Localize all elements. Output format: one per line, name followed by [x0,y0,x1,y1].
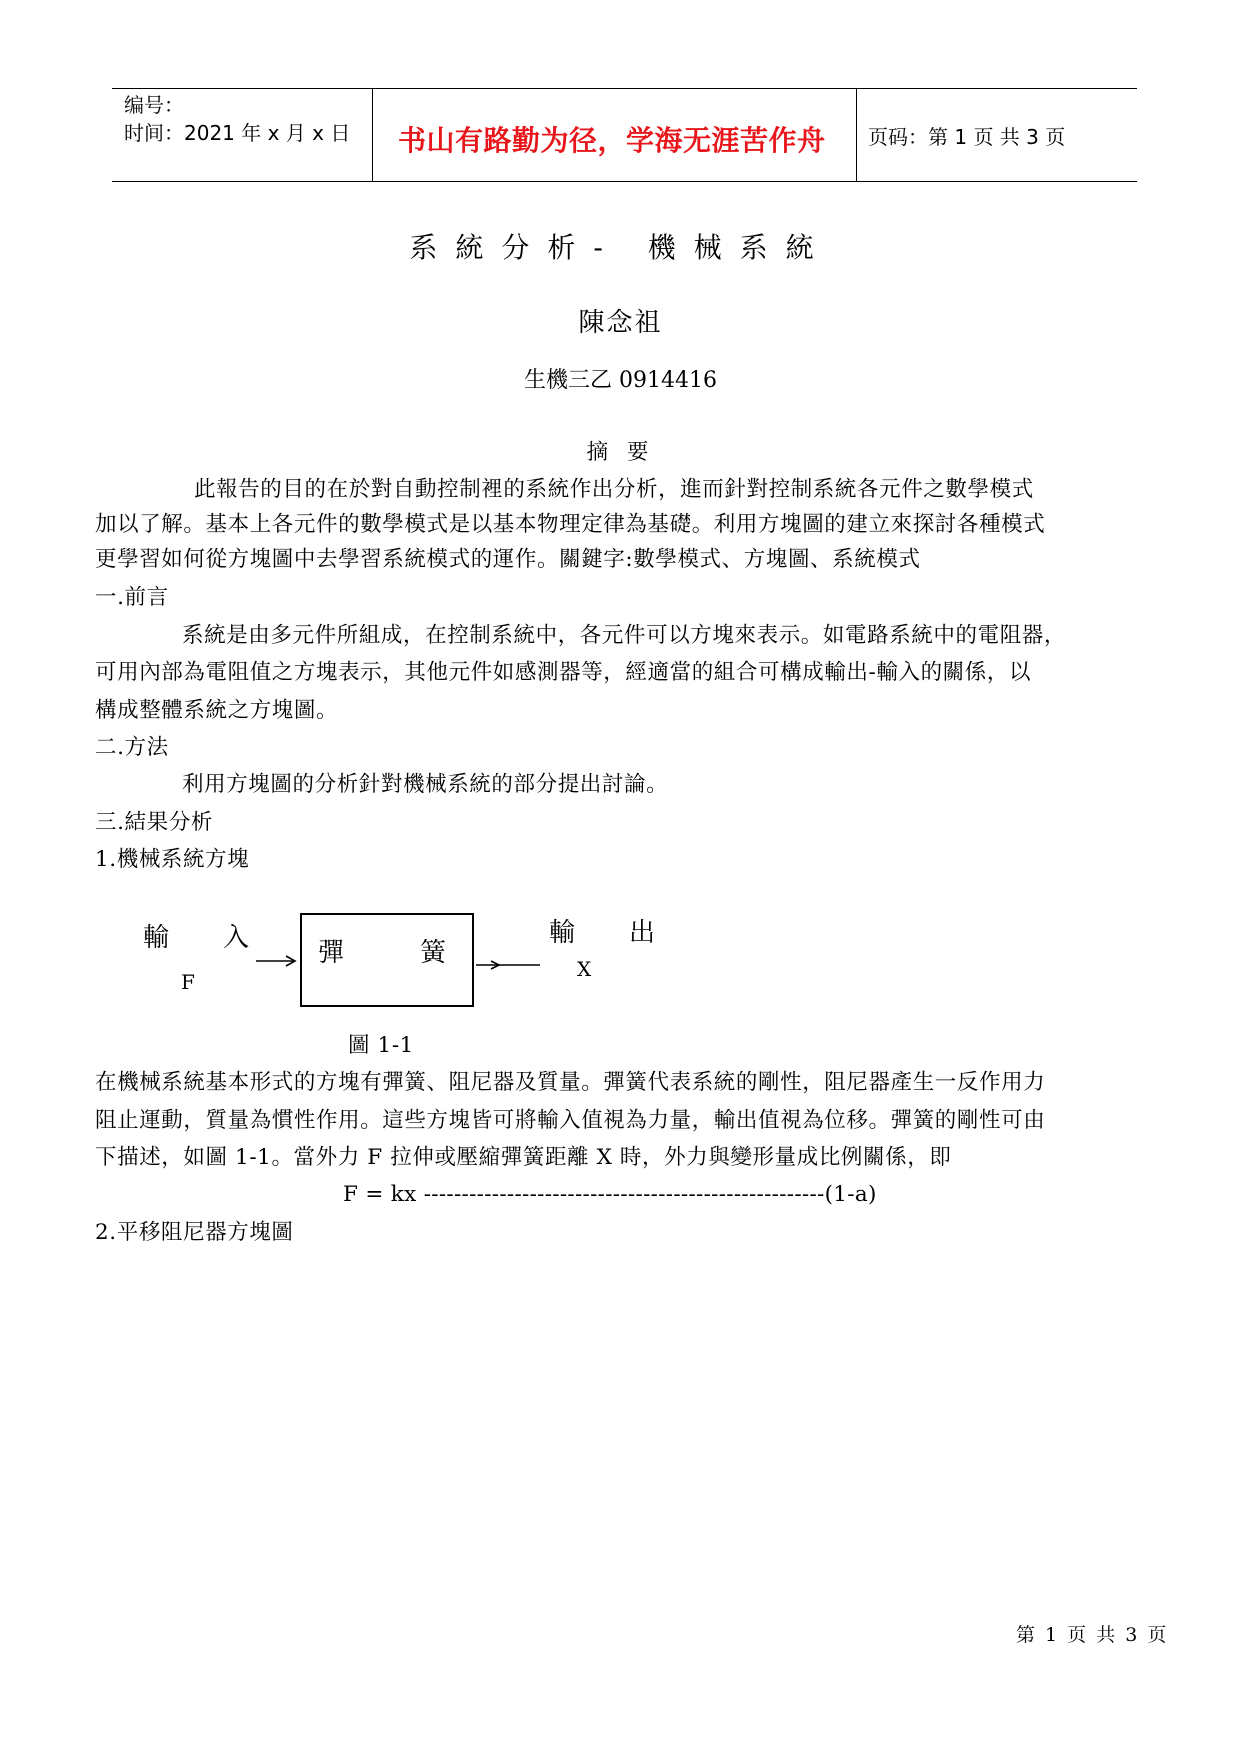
section-heading: 三.結果分析 [95,810,213,835]
section-heading: 二.方法 [95,735,169,760]
document-title: 系統分析- 機械系統 [409,231,832,264]
paragraph-line: 在機械系統基本形式的方塊有彈簧、阻尼器及質量。彈簧代表系統的剛性，阻尼器產生一反作用力 [95,1070,1046,1095]
diagram-input-variable: F [181,970,195,994]
figure-caption: 圖 1-1 [348,1033,414,1058]
equation-1a: F = kx -----------------------------------------------------(1-a) [343,1182,877,1207]
abstract-line: 更學習如何從方塊圖中去學習系統模式的運作。關鍵字:數學模式、方塊圖、系統模式 [95,547,921,572]
abstract-heading: 摘 要 [586,440,655,465]
subsection-heading: 1.機械系統方塊 [95,847,250,872]
paragraph-line: 下描述，如圖 1-1。當外力 F 拉伸或壓縮彈簧距離 X 時，外力與變形量成比例關係，即 [95,1145,952,1170]
section-heading: 一.前言 [95,585,169,610]
diagram-input-label: 輸 入 [143,923,264,953]
spring-block-label-1: 彈 [318,938,345,968]
abstract-line: 加以了解。基本上各元件的數學模式是以基本物理定律為基礎。利用方塊圖的建立來探討各種模式 [95,512,1046,537]
paragraph-line: 系統是由多元件所組成，在控制系統中，各元件可以方塊來表示。如電路系統中的電阻器， [182,623,1067,648]
diagram-output-variable: X [577,957,592,981]
abstract-line: 此報告的目的在於對自動控制裡的系統作出分析，進而針對控制系統各元件之數學模式 [194,477,1034,502]
paragraph-line: 構成整體系統之方塊圖。 [95,698,339,723]
paragraph-line: 可用內部為電阻值之方塊表示，其他元件如感測器等，經適當的組合可構成輸出-輸入的關係，以 [95,660,1032,685]
paragraph-line: 利用方塊圖的分析針對機械系統的部分提出討論。 [182,772,669,797]
paragraph-line: 阻止運動，質量為慣性作用。這些方塊皆可將輸入值視為力量，輸出值視為位移。彈簧的剛性可由 [95,1108,1046,1133]
subsection-heading: 2.平移阻尼器方塊圖 [95,1220,294,1245]
header-motto: 书山有路勤为径，学海无涯苦作舟 [398,124,826,157]
author-name: 陳念祖 [578,308,663,338]
spring-block-label-2: 簧 [420,938,447,968]
header-time-label: 时间：2021 年 x 月 x 日 [124,121,351,145]
page-footer: 第 1 页 共 3 页 [1016,1624,1167,1646]
class-id: 生機三乙 0914416 [524,368,717,393]
header-page-info: 页码：第 1 页 共 3 页 [868,125,1066,149]
diagram-output-label: 輸 出 [549,918,670,948]
header-number-label: 编号： [124,93,184,117]
